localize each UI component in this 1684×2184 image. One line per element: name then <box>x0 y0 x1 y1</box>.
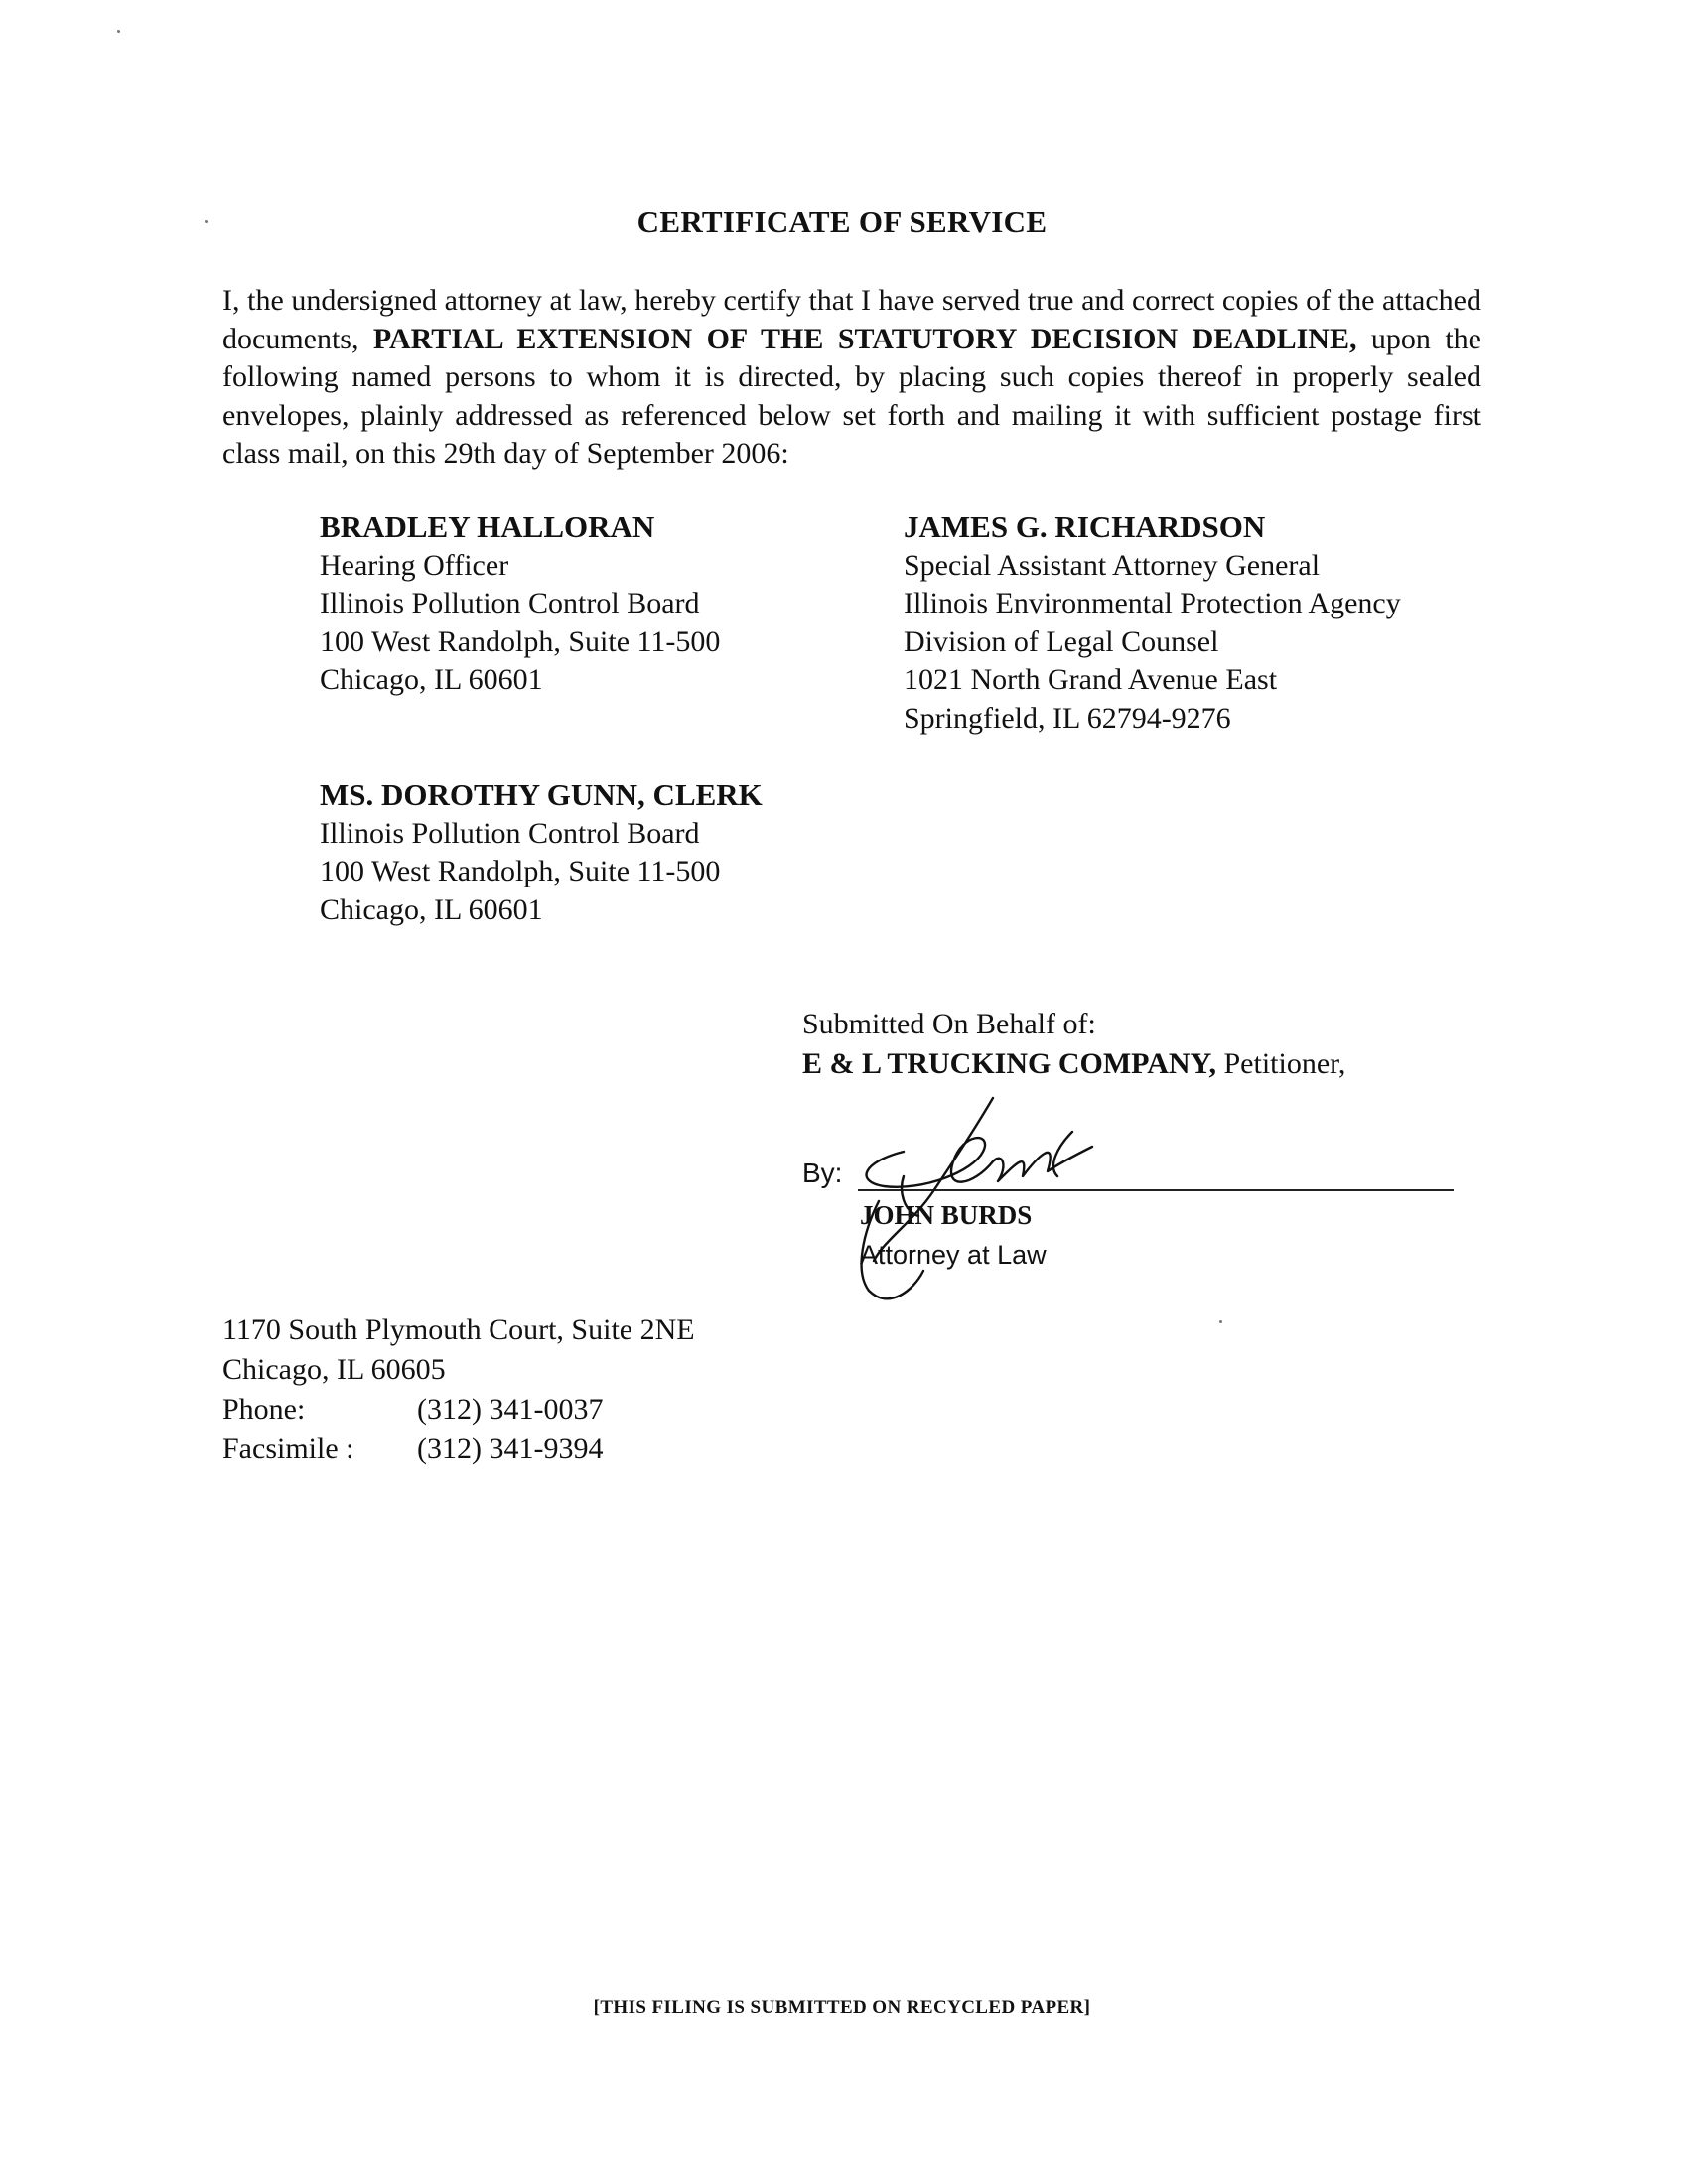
signer-name: JOHN BURDS <box>860 1200 1033 1230</box>
recipient-line: Chicago, IL 60601 <box>320 663 543 696</box>
recipient-line: Hearing Officer <box>320 548 509 582</box>
page-title: CERTIFICATE OF SERVICE <box>636 205 1048 239</box>
recipient-line: 1021 North Grand Avenue East <box>904 663 1278 696</box>
recipient-line: Chicago, IL 60601 <box>320 892 543 926</box>
phone-number: (312) 341-0037 <box>417 1393 604 1426</box>
office-city: Chicago, IL 60605 <box>222 1353 446 1386</box>
petitioner-role: Petitioner, <box>1215 1047 1346 1080</box>
handwritten-signature <box>844 1092 1102 1330</box>
certification-rest: upon the following named persons to whom it is directed, by placing such copies thereof in properly sealed envelopes, plainly addressed as referenced below set forth and mailing it with sufficient postage first class mail, on this 29th day of September 2006: <box>222 322 1481 470</box>
scan-speck <box>1219 1320 1222 1323</box>
recipient-halloran <box>320 508 720 700</box>
office-address <box>222 1310 695 1469</box>
recipient-name: BRADLEY HALLORAN <box>320 509 655 544</box>
submitted-on-behalf: Submitted On Behalf of: <box>802 1008 1096 1040</box>
document-name: PARTIAL EXTENSION OF THE STATUTORY DECISION DEADLINE, <box>372 322 1357 355</box>
recipient-line: Illinois Environmental Protection Agency <box>904 587 1401 619</box>
recipient-line: 100 West Randolph, Suite 11-500 <box>320 855 721 887</box>
recipient-richardson <box>904 508 1401 738</box>
scan-speck <box>205 220 208 223</box>
certification-intro: I, the undersigned attorney at law, hereby certify that I have served true and correct copies of the attached documents, <box>222 284 1481 355</box>
recipient-line: Illinois Pollution Control Board <box>320 587 700 619</box>
recipient-line: Springfield, IL 62794-9276 <box>904 701 1231 735</box>
recipient-name: MS. DOROTHY GUNN, CLERK <box>320 777 763 812</box>
recipient-line: Division of Legal Counsel <box>904 624 1219 658</box>
petitioner-line <box>802 1044 1345 1084</box>
phone-label: Phone: <box>222 1393 306 1426</box>
fax-label: Facsimile : <box>222 1433 354 1465</box>
office-street: 1170 South Plymouth Court, Suite 2NE <box>222 1313 695 1346</box>
recipient-gunn <box>320 776 763 929</box>
recipient-line: Illinois Pollution Control Board <box>320 816 700 850</box>
recipient-name: JAMES G. RICHARDSON <box>904 509 1266 544</box>
phone-row <box>222 1390 695 1430</box>
by-label: By: <box>802 1158 843 1188</box>
signer-title: Attorney at Law <box>860 1240 1047 1270</box>
certification-paragraph <box>222 282 1481 474</box>
scan-speck <box>117 30 120 33</box>
recycled-paper-footer: [THIS FILING IS SUBMITTED ON RECYCLED PAPER] <box>593 1997 1091 2018</box>
fax-number: (312) 341-9394 <box>417 1433 604 1465</box>
recipient-line: Special Assistant Attorney General <box>904 548 1321 582</box>
submission-block <box>802 1005 1345 1084</box>
recipient-line: 100 West Randolph, Suite 11-500 <box>320 624 721 658</box>
company-name: E & L TRUCKING COMPANY, <box>802 1047 1216 1080</box>
fax-row <box>222 1430 695 1469</box>
